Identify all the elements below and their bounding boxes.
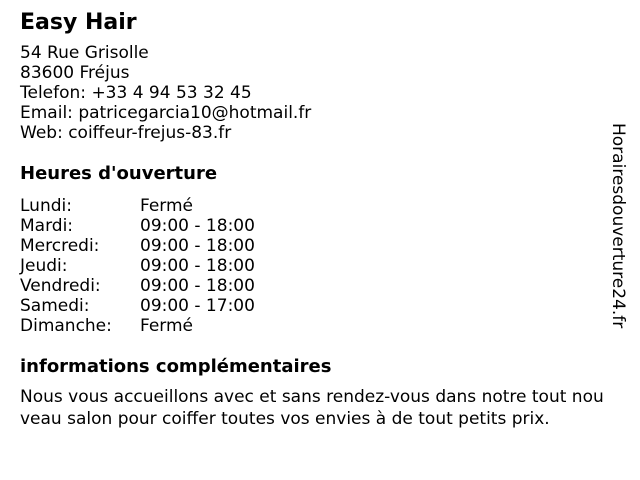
- hours-row-saturday: [20, 296, 640, 316]
- day-hours: Fermé: [140, 316, 194, 336]
- hours-row-sunday: [20, 316, 640, 336]
- email-line: [20, 103, 640, 123]
- business-name: Easy Hair: [20, 10, 137, 35]
- day-label: Mercredi:: [20, 236, 100, 256]
- phone-value: +33 4 94 53 32 45: [91, 83, 252, 103]
- email-value: patricegarcia10@hotmail.fr: [78, 103, 312, 123]
- web-label: Web:: [20, 123, 63, 143]
- day-label: Vendredi:: [20, 276, 101, 296]
- additional-info-text: [20, 386, 625, 430]
- day-hours: Fermé: [140, 196, 194, 216]
- phone-line: [20, 83, 640, 103]
- opening-hours-title: Heures d'ouverture: [20, 163, 218, 184]
- address-line-1: 54 Rue Grisolle: [20, 43, 149, 63]
- opening-hours-table: [20, 196, 640, 336]
- day-label: Jeudi:: [20, 256, 68, 276]
- web-value: coiffeur-frejus-83.fr: [68, 123, 232, 143]
- day-label: Mardi:: [20, 216, 74, 236]
- day-label: Dimanche:: [20, 316, 112, 336]
- info-text-line-1: Nous vous accueillons avec et sans rendez-vous dans notre tout nou: [20, 387, 604, 407]
- hours-row-monday: [20, 196, 640, 216]
- watermark-brand: Horairesdouverture24.fr: [608, 123, 628, 329]
- hours-row-thursday: [20, 256, 640, 276]
- hours-row-friday: [20, 276, 640, 296]
- day-hours: 09:00 - 17:00: [140, 296, 255, 316]
- phone-label: Telefon:: [20, 83, 87, 103]
- day-hours: 09:00 - 18:00: [140, 276, 255, 296]
- day-label: Lundi:: [20, 196, 72, 216]
- day-label: Samedi:: [20, 296, 90, 316]
- web-line: [20, 123, 640, 143]
- day-hours: 09:00 - 18:00: [140, 256, 255, 276]
- day-hours: 09:00 - 18:00: [140, 216, 255, 236]
- hours-row-tuesday: [20, 216, 640, 236]
- hours-row-wednesday: [20, 236, 640, 256]
- additional-info-title: informations complémentaires: [20, 356, 332, 377]
- info-text-line-2: veau salon pour coiffer toutes vos envies à de tout petits prix.: [20, 409, 550, 429]
- email-label: Email:: [20, 103, 73, 123]
- contact-block: [20, 43, 640, 143]
- day-hours: 09:00 - 18:00: [140, 236, 255, 256]
- address-line-2: 83600 Fréjus: [20, 63, 130, 83]
